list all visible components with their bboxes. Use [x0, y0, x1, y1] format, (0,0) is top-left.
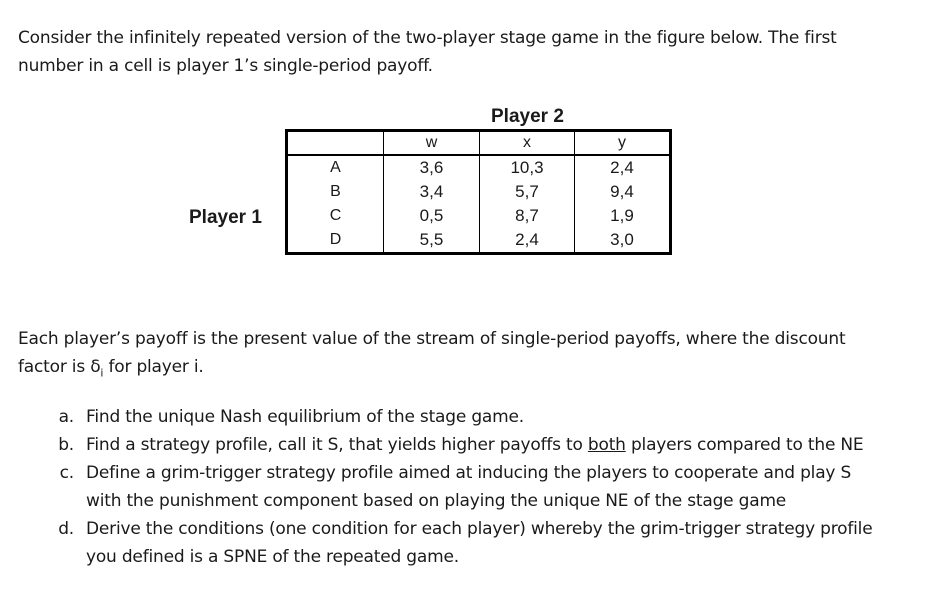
table-row — [287, 204, 671, 228]
question-text-line-2: with the punishment component based on playing the unique NE of the stage game — [86, 491, 787, 511]
player1-label: Player 1 — [189, 207, 262, 228]
table-row — [287, 155, 671, 180]
row-label-d: D — [287, 228, 384, 254]
player2-label: Player 2 — [491, 106, 564, 127]
intro-line-2: number in a cell is player 1’s single-period payoff. — [18, 56, 433, 76]
question-marker: d. — [58, 519, 74, 539]
payoff-desc-line-2-end: for player i. — [103, 357, 204, 377]
payoff-cell: 3,0 — [575, 228, 671, 254]
question-marker: b. — [58, 435, 74, 455]
underlined-word: both — [587, 435, 626, 455]
payoff-cell: 3,4 — [384, 180, 480, 204]
question-text: Find the unique Nash equilibrium of the stage game. — [86, 407, 524, 427]
question-a — [50, 403, 900, 431]
table-row — [287, 180, 671, 204]
payoff-description — [18, 325, 898, 387]
row-label-a: A — [287, 155, 384, 180]
payoff-cell: 3,6 — [384, 155, 480, 180]
discount-factor-symbol: δ — [90, 357, 101, 377]
payoff-cell: 1,9 — [575, 204, 671, 228]
column-header-y: y — [575, 131, 671, 156]
question-marker: c. — [59, 463, 74, 483]
payoff-cell: 0,5 — [384, 204, 480, 228]
question-text-start: Find a strategy profile, call it S, that yields higher payoffs to — [86, 435, 588, 455]
payoff-desc-line-1: Each player’s payoff is the present value of the stream of single-period payoffs, where the discount — [18, 329, 846, 349]
column-header-x: x — [480, 131, 575, 156]
question-text-line-1: Derive the conditions (one condition for each player) whereby the grim-trigger strategy profile — [86, 519, 873, 539]
payoff-matrix — [285, 129, 672, 255]
question-d — [50, 515, 900, 571]
table-row — [287, 228, 671, 254]
payoff-desc-line-2 — [18, 353, 898, 387]
corner-cell — [287, 131, 384, 156]
payoff-cell: 2,4 — [575, 155, 671, 180]
payoff-cell: 5,5 — [384, 228, 480, 254]
question-list — [50, 403, 900, 571]
column-header-w: w — [384, 131, 480, 156]
question-b — [50, 431, 900, 459]
question-text-line-1: Define a grim-trigger strategy profile aimed at inducing the players to cooperate and play S — [86, 463, 852, 483]
column-header-row — [287, 131, 671, 156]
question-text-end: players compared to the NE — [625, 435, 864, 455]
question-text-line-2: you defined is a SPNE of the repeated game. — [86, 547, 459, 567]
payoff-cell: 8,7 — [480, 204, 575, 228]
intro-paragraph — [18, 24, 898, 80]
payoff-desc-line-2-start: factor is — [18, 357, 91, 377]
question-marker: a. — [58, 407, 74, 427]
row-label-c: C — [287, 204, 384, 228]
intro-line-1: Consider the infinitely repeated version of the two-player stage game in the figure below. The first — [18, 28, 837, 48]
payoff-cell: 2,4 — [480, 228, 575, 254]
payoff-cell: 5,7 — [480, 180, 575, 204]
row-label-b: B — [287, 180, 384, 204]
payoff-cell: 9,4 — [575, 180, 671, 204]
payoff-cell: 10,3 — [480, 155, 575, 180]
question-c — [50, 459, 900, 515]
discount-factor-subscript: i — [100, 366, 104, 380]
